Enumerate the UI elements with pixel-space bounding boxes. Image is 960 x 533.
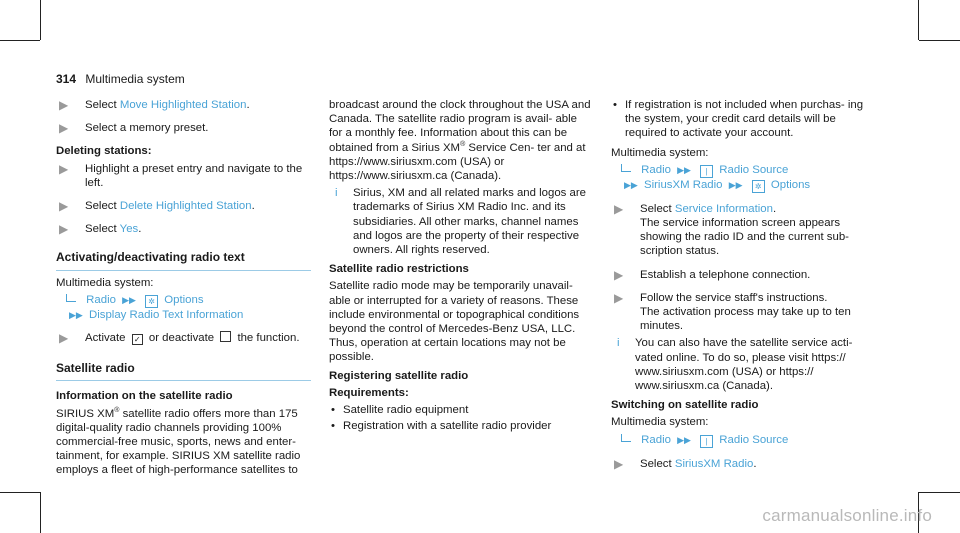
step-service-information: ▶ Select Service Information. The service information screen appears showing the radio ID and the current sub- scription status. xyxy=(611,202,879,259)
path-display-radio-text[interactable]: Display Radio Text Information xyxy=(89,308,244,321)
multimedia-system-label: Multimedia system: xyxy=(56,276,154,289)
path-separator-icon: ▶▶ xyxy=(122,294,136,305)
checkbox-checked-icon: ✓ xyxy=(132,334,143,345)
service-info-result: The service information screen appears showing the radio ID and the current sub- scription status. xyxy=(640,217,849,258)
step-delete-station: ▶ Select Delete Highlighted Station. xyxy=(59,199,255,214)
info-icon: i xyxy=(617,337,620,350)
menu-path xyxy=(611,433,879,448)
step-select-preset: ▶ Select a memory preset. xyxy=(59,121,209,136)
step-follow-instructions: ▶ Follow the service staff's instructions. The activation process may take up to ten minutes. xyxy=(611,291,879,334)
menu-item-siriusxm-radio[interactable]: SiriusXM Radio xyxy=(674,457,754,470)
arrow-step-icon: ▶ xyxy=(59,222,69,237)
path-separator-icon: ▶▶ xyxy=(677,164,691,175)
path-separator-icon: ▶▶ xyxy=(69,309,83,320)
switching-heading: Switching on satellite radio xyxy=(611,399,759,412)
registering-heading: Registering satellite radio xyxy=(329,369,469,382)
crop-mark xyxy=(919,492,960,493)
checkbox-empty-icon xyxy=(220,331,231,342)
crop-mark xyxy=(0,492,40,493)
step-telephone: ▶ Establish a telephone connection. xyxy=(614,267,811,282)
info-icon: i xyxy=(335,187,338,200)
path-radio-source[interactable]: Radio Source xyxy=(719,433,789,446)
restrictions-heading: Satellite radio restrictions xyxy=(329,263,469,276)
path-radio-source[interactable]: Radio Source xyxy=(719,163,789,176)
arrow-step-icon: ▶ xyxy=(614,290,624,305)
crop-mark xyxy=(918,0,919,40)
column-1 xyxy=(56,98,311,481)
path-start-icon xyxy=(66,294,76,302)
menu-path xyxy=(611,163,879,193)
arrow-step-icon: ▶ xyxy=(59,98,69,112)
arrow-step-icon: ▶ xyxy=(614,201,624,216)
crop-mark xyxy=(0,40,40,41)
page-number: 314 xyxy=(56,72,77,86)
menu-item-yes[interactable]: Yes xyxy=(119,223,139,236)
step-confirm-yes: ▶ Select Yes. xyxy=(59,222,142,237)
menu-item-service-information[interactable]: Service Information xyxy=(674,202,773,215)
crop-mark xyxy=(40,0,41,40)
radio-source-icon: | xyxy=(700,435,713,448)
arrow-step-icon: ▶ xyxy=(614,456,624,471)
step-select-siriusxm: ▶ Select SiriusXM Radio. xyxy=(614,456,757,471)
path-radio[interactable]: Radio xyxy=(641,163,671,176)
arrow-step-icon: ▶ xyxy=(59,331,69,346)
arrow-step-icon: ▶ xyxy=(59,121,69,136)
multimedia-system-label: Multimedia system: xyxy=(611,146,709,159)
info-paragraph: SIRIUS XM® satellite radio offers more than 175 digital-quality radio channels providing 100% commercial-free music, sports, news and enter- tainment, for example. SIRIUS XM satellite radio employs a fleet of high-performance satellites to xyxy=(56,406,301,477)
menu-item-delete-highlighted-station[interactable]: Delete Highlighted Station xyxy=(119,200,252,213)
path-options[interactable]: Options xyxy=(164,293,204,306)
menu-item-move-highlighted-station[interactable]: Move Highlighted Station xyxy=(119,99,247,111)
crop-mark xyxy=(919,40,960,41)
path-separator-icon: ▶▶ xyxy=(677,434,691,445)
requirement-item: • Satellite radio equipment xyxy=(329,403,591,417)
section-heading-satellite-radio: Satellite radio xyxy=(56,361,311,381)
arrow-step-icon: ▶ xyxy=(59,161,69,176)
page-header xyxy=(56,72,185,86)
section-heading-radio-text: Activating/deactivating radio text xyxy=(56,250,311,270)
step-move-station: ▶ Select Move Highlighted Station. xyxy=(59,98,250,112)
path-radio[interactable]: Radio xyxy=(641,433,671,446)
activation-result: The activation process may take up to ten minutes. xyxy=(640,306,851,333)
path-start-icon xyxy=(621,434,631,442)
step-activate-function: ▶ Activate ✓ or deactivate the function. xyxy=(59,331,300,346)
column-3 xyxy=(611,98,879,480)
step-highlight-preset: ▶ Highlight a preset entry and navigate to the left. xyxy=(59,161,303,189)
path-options[interactable]: Options xyxy=(770,178,811,191)
arrow-step-icon: ▶ xyxy=(59,199,69,214)
online-activation-note: i You can also have the satellite service acti- vated online. To do so, please visit https:// www.siriusxm.com (USA) or https:// www.siriusxm.ca (Canada). xyxy=(617,337,853,393)
radio-source-icon: | xyxy=(700,165,713,178)
multimedia-system-label: Multimedia system: xyxy=(611,416,709,429)
watermark: carmanualsonline.info xyxy=(762,506,932,525)
path-siriusxm-radio[interactable]: SiriusXM Radio xyxy=(644,178,723,191)
trademark-note: i Sirius, XM and all related marks and logos are trademarks of Sirius XM Radio Inc. and its subsidiaries. All other marks, channel names and logos are the property of their respective owners. All rights reserved. xyxy=(335,187,586,257)
satellite-info-paragraph: broadcast around the clock throughout the USA and Canada. The satellite radio program is avail- able for a monthly fee. Information about this can be obtained from a Sirius XM® Service Cen- ter and at https://www.siriusxm.com (USA) or https://www.siriusxm.ca (Canada). xyxy=(329,99,591,183)
menu-path xyxy=(56,293,311,322)
deleting-stations-heading: Deleting stations: xyxy=(56,145,152,158)
options-gear-icon: ✲ xyxy=(145,295,158,308)
requirement-item: • Registration with a satellite radio provider xyxy=(329,419,591,433)
arrow-step-icon: ▶ xyxy=(614,267,624,282)
registration-bullet: • If registration is not included when purchas- ing the system, your credit card details will be required to activate your account. xyxy=(611,98,879,141)
path-separator-icon: ▶▶ xyxy=(624,179,638,190)
column-2 xyxy=(329,98,591,435)
path-start-icon xyxy=(621,164,631,172)
path-separator-icon: ▶▶ xyxy=(728,179,743,190)
path-radio[interactable]: Radio xyxy=(86,293,116,306)
requirements-heading: Requirements: xyxy=(329,386,409,399)
info-heading: Information on the satellite radio xyxy=(56,390,233,403)
restrictions-paragraph: Satellite radio mode may be temporarily unavail- able or interrupted for a variety of reasons. These include environmental or topographical conditions beyond the control of Mercedes-Benz USA, LLC. Thus, operation at certain locations may not be possible. xyxy=(329,280,580,364)
crop-mark xyxy=(40,492,41,533)
options-gear-icon: ✲ xyxy=(752,180,765,193)
section-title: Multimedia system xyxy=(85,72,185,86)
